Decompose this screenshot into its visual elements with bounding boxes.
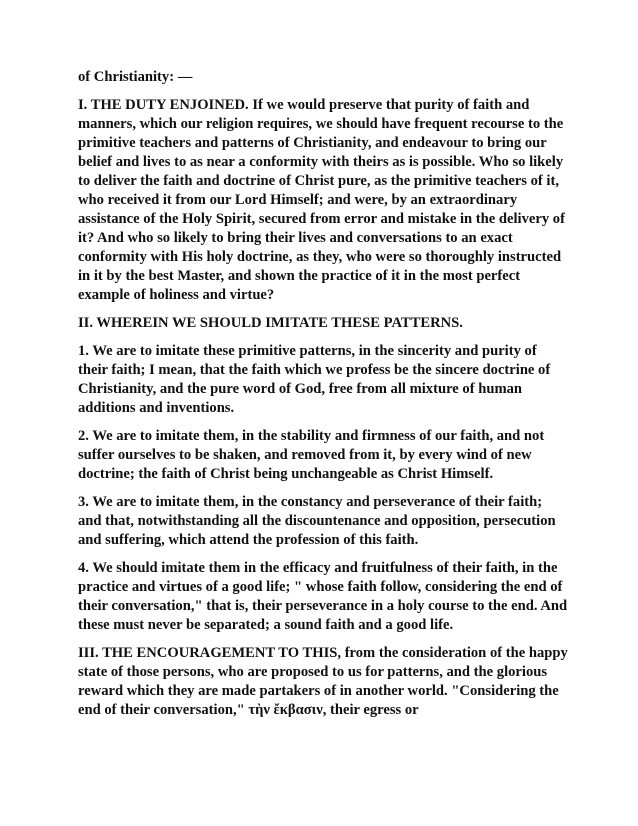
paragraph-continuation: of Christianity: — [78,69,193,85]
paragraph-duty-enjoined: I. THE DUTY ENJOINED. If we would preserve that purity of faith and manners, which our religion requires, we should have frequent recourse to the primitive teachers and patterns of Christianity, and endeavour to bring our belief and lives to as near a conformity with theirs as is possible. Who so likely to deliver the faith and doctrine of Christ pure, as the primitive teachers of it, who received it from our Lord Himself; and were, by an extraordinary assistance of the Holy Spirit, secured from error and mistake in the delivery of it? And who so likely to bring their lives and conversations to an exact conformity with His holy doctrine, as they, who were so thoroughly instructed in it by the best Master, and shown the practice of it in the most perfect example of holiness and virtue? [78,97,565,303]
document-page [78,68,568,729]
paragraph-point-4: 4. We should imitate them in the efficacy and fruitfulness of their faith, in the practice and virtues of a good life; " whose faith follow, considering the end of their conversation," that is, their perseverance in a holy course to the end. And these must never be separated; a sound faith and a good life. [78,560,568,633]
paragraph-point-1: 1. We are to imitate these primitive patterns, in the sincerity and purity of their faith; I mean, that the faith which we profess be the sincere doctrine of Christianity, and the pure word of God, free from all mixture of human additions and inventions. [78,343,551,416]
section-heading-wherein: II. WHEREIN WE SHOULD IMITATE THESE PATTERNS. [78,315,463,331]
paragraph-encouragement: III. THE ENCOURAGEMENT TO THIS, from the consideration of the happy state of those persons, who are proposed to us for patterns, and the glorious reward which they are made partakers of in another world. "Considering the end of their conversation," τὴν ἔκβασιν, their egress or [78,645,568,718]
paragraph-point-2: 2. We are to imitate them, in the stability and firmness of our faith, and not suffer ourselves to be shaken, and removed from it, by every wind of new doctrine; the faith of Christ being unchangeable as Christ Himself. [78,428,545,482]
paragraph-point-3: 3. We are to imitate them, in the constancy and perseverance of their faith; and that, notwithstanding all the discountenance and opposition, persecution and suffering, which attend the profession of this faith. [78,494,556,548]
